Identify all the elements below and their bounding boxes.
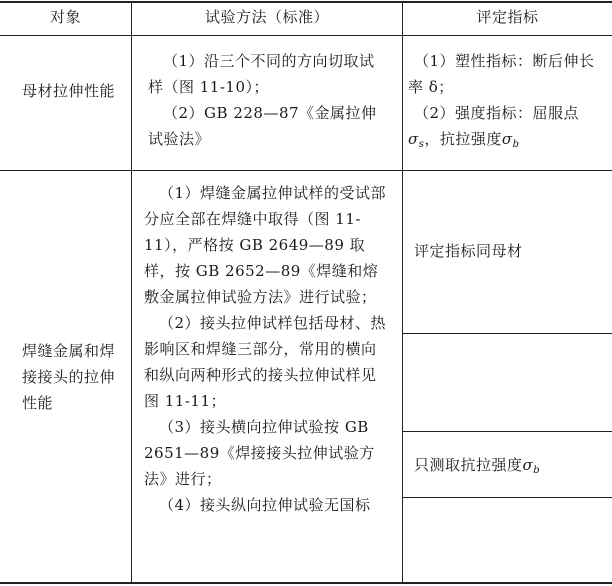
row2-method-item-3: （3）接头横向拉伸试验按 GB 2651—89《焊接接头拉伸试验方法》进行；: [144, 418, 375, 488]
column-divider-2: [402, 1, 403, 584]
row1-object: 母材拉伸性能: [22, 82, 116, 100]
table-bottom-rule: [0, 582, 612, 584]
tensile-strength-symbol: σ: [501, 130, 513, 148]
row2-method: [144, 180, 388, 518]
row2-criteria-tensile-only: [414, 452, 608, 484]
header-method: 试验方法（标准）: [204, 8, 329, 26]
row2-tensile-strength-subscript: b: [533, 465, 541, 476]
header-criteria: 评定指标: [476, 8, 539, 26]
row-divider: [0, 170, 612, 171]
row1-method: [148, 48, 386, 152]
row2-object: 焊缝金属和焊接接头的拉伸性能: [22, 342, 116, 412]
yield-point-subscript: s: [418, 139, 425, 150]
row2-method-item-1: （1）焊缝金属拉伸试样的受试部分应全部在焊缝中取得（图 11-11），严格按 GB 2649—89 取样，按 GB 2652—89《焊缝和熔敷金属拉伸试验方法》进行试验；: [144, 184, 387, 306]
row2-method-item-4: （4）接头纵向拉伸试验无国标: [159, 496, 371, 514]
row1-criteria-item-2: [408, 100, 604, 158]
row2-criteria-tensile-prefix: 只测取抗拉强度: [414, 456, 523, 474]
tensile-strength-subscript: b: [512, 139, 520, 150]
criteria-divider-2: [402, 431, 612, 432]
column-divider-1: [131, 1, 132, 584]
row1-criteria-item-2-prefix: （2）强度指标：屈服点: [414, 104, 580, 122]
row1-method-item-2: （2）GB 228—87《金属拉伸试验法》: [148, 104, 377, 148]
row2-tensile-strength-symbol: σ: [522, 456, 534, 474]
criteria-divider-3: [402, 497, 612, 498]
row1-method-item-1: （1）沿三个不同的方向切取试样（图 11-10）；: [148, 52, 375, 96]
yield-point-symbol: σ: [408, 130, 419, 148]
row1-criteria-item-2-mid: ，抗拉强度: [424, 130, 502, 148]
row2-method-item-2: （2）接头拉伸试样包括母材、热影响区和焊缝三部分，常用的横向和纵向两种形式的接头拉伸试样见图 11-11；: [144, 314, 387, 410]
row1-criteria: [408, 48, 604, 158]
row1-criteria-item-1: （1）塑性指标：断后伸长率 δ；: [408, 52, 595, 96]
header-object: 对象: [49, 8, 81, 26]
row2-criteria-same-as-base: 评定指标同母材: [414, 242, 523, 260]
table-top-rule: [0, 1, 612, 3]
criteria-divider-1: [402, 333, 612, 334]
header-rule: [0, 35, 612, 36]
